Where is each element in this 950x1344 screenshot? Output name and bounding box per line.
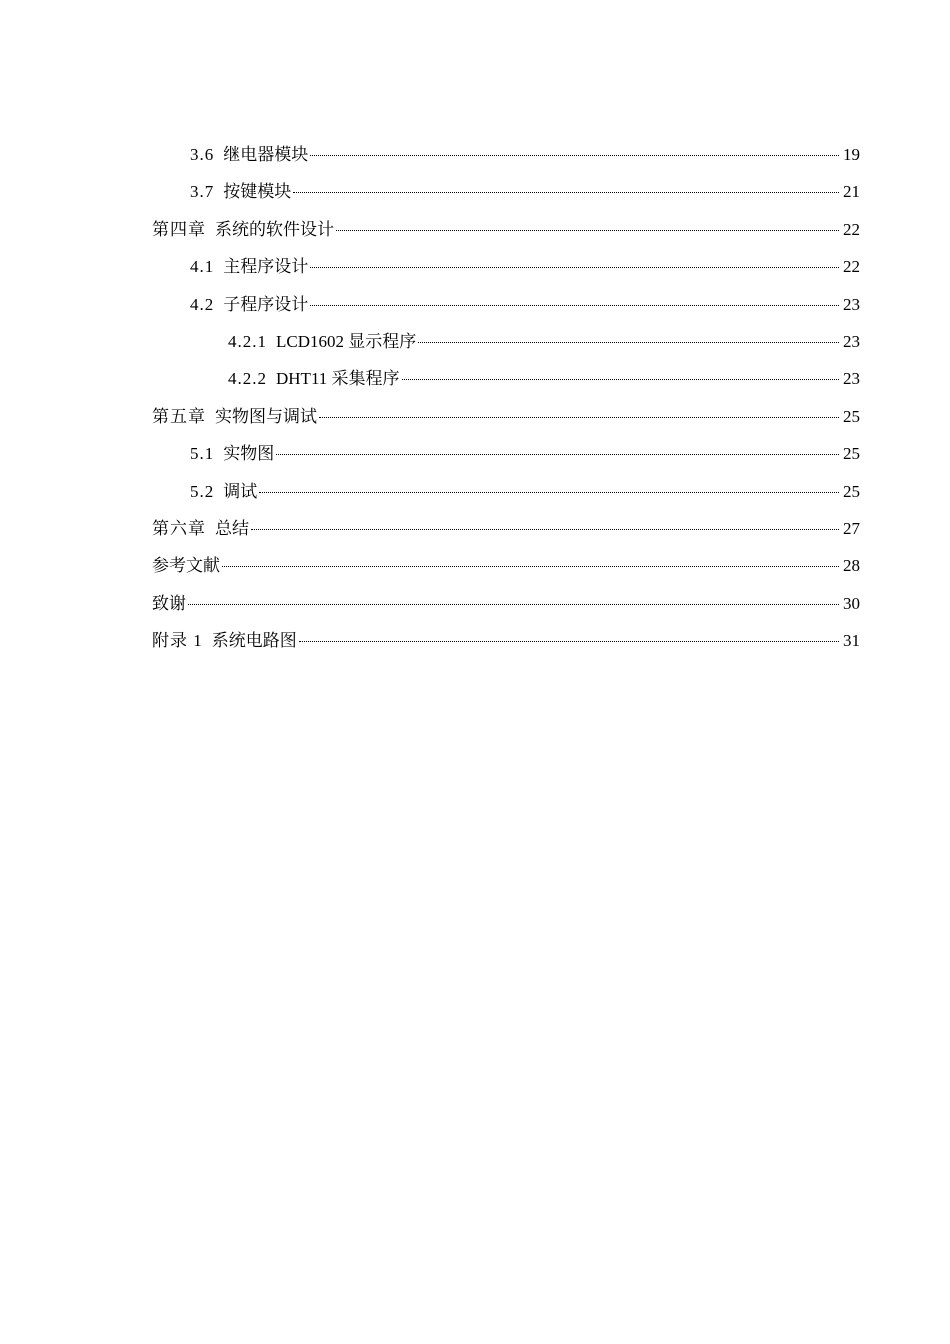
- toc-entry-title: LCD1602 显示程序: [276, 331, 417, 351]
- toc-entry-page: 23: [843, 294, 860, 314]
- toc-entry[interactable]: [152, 473, 860, 510]
- toc-entry[interactable]: [152, 435, 860, 472]
- toc-entry-title: 总结: [215, 518, 249, 538]
- toc-dot-leader: [276, 453, 839, 455]
- toc-entry[interactable]: [152, 398, 860, 435]
- toc-entry-number: 5.2: [190, 481, 215, 501]
- toc-entry[interactable]: [152, 585, 860, 622]
- toc-entry-title: 系统电路图: [211, 631, 297, 651]
- toc-entry[interactable]: [152, 510, 860, 547]
- toc-entry-page: 23: [843, 331, 860, 351]
- toc-entry-page: 25: [843, 406, 860, 426]
- toc-entry[interactable]: [152, 248, 860, 285]
- toc-entry-number: 4.2.2: [228, 369, 267, 389]
- toc-entry-number: 第四章: [152, 219, 206, 239]
- toc-entry-page: 31: [843, 631, 860, 651]
- toc-entry-page: 21: [843, 182, 860, 202]
- toc-entry-number: 4.2: [190, 294, 215, 314]
- toc-entry-title: 子程序设计: [223, 294, 309, 314]
- toc-entry-page: 27: [843, 518, 860, 538]
- toc-entry-page: 22: [843, 219, 860, 239]
- toc-entry-title: 参考文献: [152, 556, 220, 576]
- toc-entry[interactable]: [152, 360, 860, 397]
- toc-dot-leader: [188, 603, 839, 605]
- toc-entry-title: 致谢: [152, 593, 186, 613]
- toc-entry[interactable]: [152, 211, 860, 248]
- toc-dot-leader: [310, 154, 839, 156]
- toc-entry-title: 继电器模块: [223, 145, 309, 164]
- toc-dot-leader: [402, 378, 839, 380]
- toc-entry-page: 25: [843, 481, 860, 501]
- toc-entry[interactable]: [152, 622, 860, 659]
- toc-entry-number: 附录 1: [152, 631, 203, 651]
- toc-entry-title: 主程序设计: [223, 257, 309, 277]
- toc-entry-number: 4.2.1: [228, 331, 267, 351]
- toc-entry-number: 3.6: [190, 145, 215, 164]
- toc-entry[interactable]: [152, 173, 860, 210]
- toc-dot-leader: [418, 341, 839, 343]
- toc-dot-leader: [310, 266, 839, 268]
- toc-entry-title: 调试: [223, 481, 258, 501]
- table-of-contents: [152, 136, 860, 659]
- toc-entry[interactable]: [152, 136, 860, 173]
- toc-entry-title: 系统的软件设计: [215, 219, 334, 239]
- toc-dot-leader: [336, 229, 839, 231]
- toc-dot-leader: [319, 416, 839, 418]
- toc-entry-title: 实物图与调试: [215, 406, 317, 426]
- toc-dot-leader: [222, 565, 839, 567]
- toc-entry-number: 4.1: [190, 257, 215, 277]
- toc-entry-number: 第六章: [152, 518, 206, 538]
- toc-entry-page: 22: [843, 257, 860, 277]
- toc-entry-number: 第五章: [152, 406, 206, 426]
- toc-entry-page: 19: [843, 145, 860, 164]
- toc-dot-leader: [299, 640, 839, 642]
- toc-entry-number: 3.7: [190, 182, 215, 202]
- toc-entry[interactable]: [152, 286, 860, 323]
- toc-entry-page: 23: [843, 369, 860, 389]
- toc-dot-leader: [310, 304, 839, 306]
- toc-dot-leader: [259, 491, 839, 493]
- toc-dot-leader: [251, 528, 839, 530]
- toc-entry-title: DHT11 采集程序: [276, 369, 400, 389]
- toc-entry-title: 按键模块: [223, 182, 292, 202]
- toc-dot-leader: [293, 191, 839, 193]
- toc-entry-page: 30: [843, 593, 860, 613]
- toc-entry-title: 实物图: [223, 444, 275, 464]
- toc-entry-number: 5.1: [190, 444, 215, 464]
- toc-entry-page: 28: [843, 556, 860, 576]
- toc-entry-page: 25: [843, 444, 860, 464]
- toc-entry[interactable]: [152, 323, 860, 360]
- toc-entry[interactable]: [152, 547, 860, 584]
